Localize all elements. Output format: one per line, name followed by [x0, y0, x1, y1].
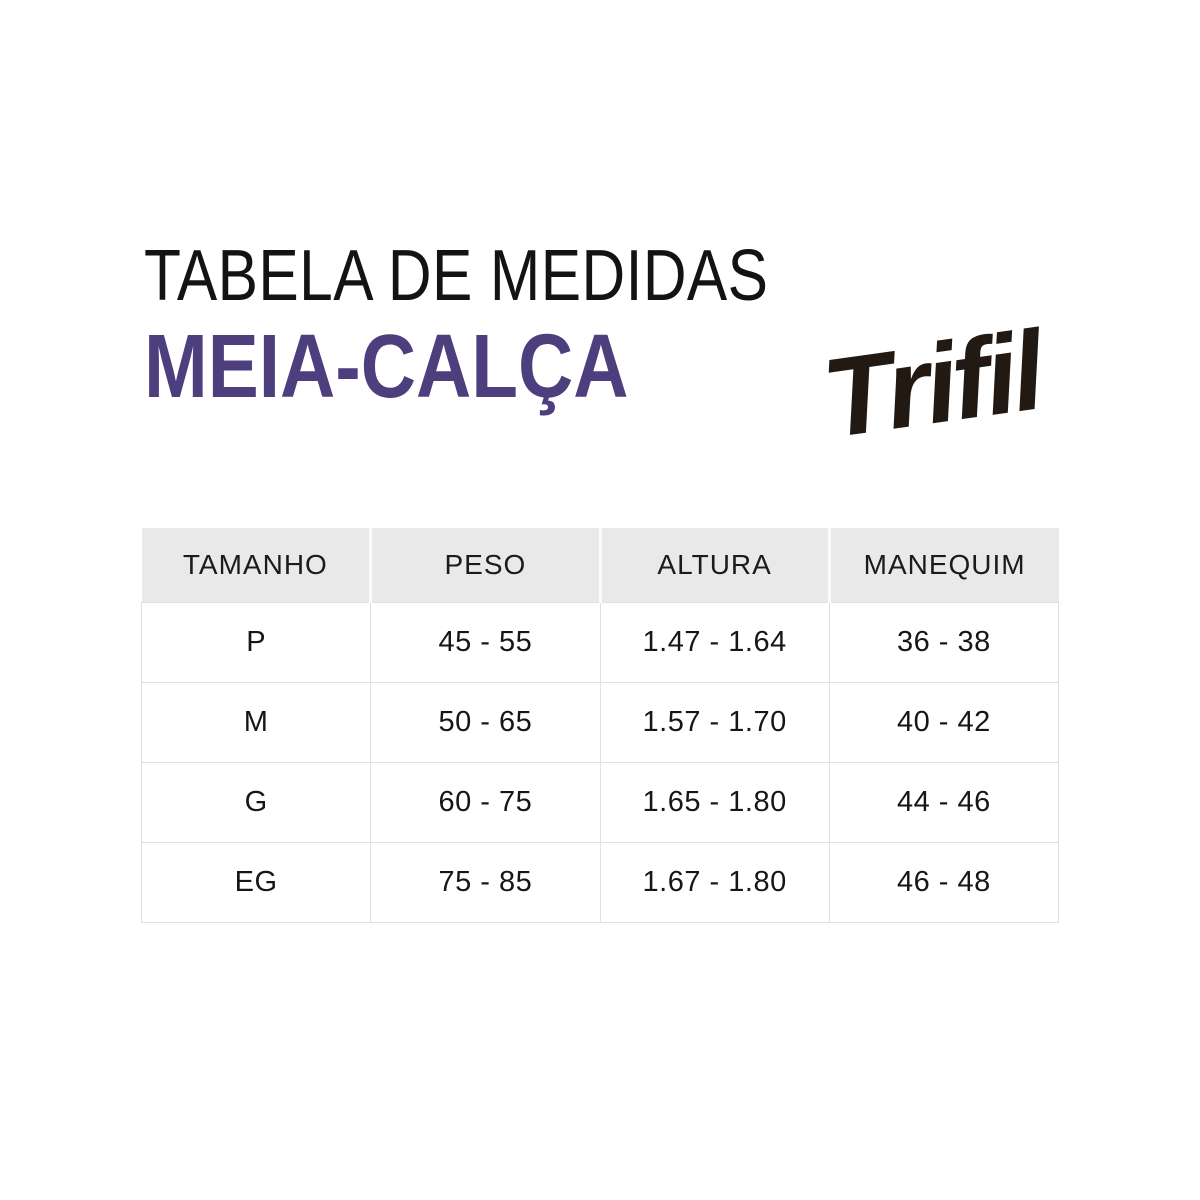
page-title: TABELA DE MEDIDAS — [144, 236, 769, 316]
cell-manequim: 46 - 48 — [829, 843, 1058, 923]
product-subtitle: MEIA-CALÇA — [144, 317, 629, 417]
cell-peso: 45 - 55 — [371, 603, 600, 683]
cell-peso: 60 - 75 — [371, 763, 600, 843]
cell-altura: 1.57 - 1.70 — [600, 683, 829, 763]
cell-manequim: 44 - 46 — [829, 763, 1058, 843]
column-header-altura: ALTURA — [600, 528, 829, 603]
cell-tamanho: P — [142, 603, 371, 683]
cell-altura: 1.65 - 1.80 — [600, 763, 829, 843]
cell-tamanho: G — [142, 763, 371, 843]
cell-tamanho: EG — [142, 843, 371, 923]
column-header-manequim: MANEQUIM — [829, 528, 1058, 603]
table-row-m — [142, 683, 1059, 763]
cell-altura: 1.47 - 1.64 — [600, 603, 829, 683]
trifil-brand-logo: Trifil — [815, 307, 1048, 462]
table-row-p — [142, 603, 1059, 683]
cell-tamanho: M — [142, 683, 371, 763]
table-row-g — [142, 763, 1059, 843]
cell-peso: 75 - 85 — [371, 843, 600, 923]
size-measurements-table — [141, 528, 1059, 923]
column-header-tamanho: TAMANHO — [142, 528, 371, 603]
cell-manequim: 40 - 42 — [829, 683, 1058, 763]
cell-altura: 1.67 - 1.80 — [600, 843, 829, 923]
table-header-row — [142, 528, 1059, 603]
table-row-eg — [142, 843, 1059, 923]
column-header-peso: PESO — [371, 528, 600, 603]
cell-manequim: 36 - 38 — [829, 603, 1058, 683]
cell-peso: 50 - 65 — [371, 683, 600, 763]
